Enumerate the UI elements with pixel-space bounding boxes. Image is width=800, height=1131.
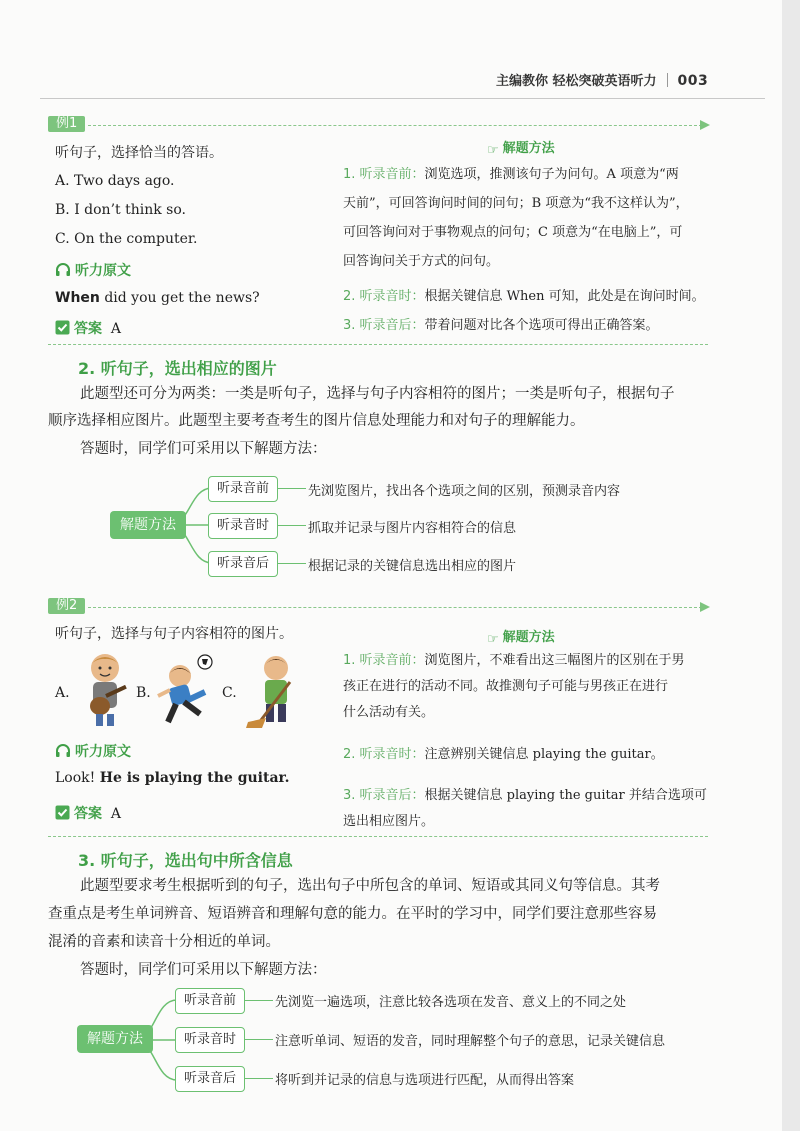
example1-script-heading [55,260,131,281]
example2-step2 [343,745,664,765]
example2-step1-line3: 什么活动有关。 [343,705,435,720]
section3-node-before-line [245,1000,273,1001]
example1-step2-label: 2. 听录音时： [343,289,425,304]
example2-answer-label: 答案 [74,806,102,822]
section2-node-before-desc: 先浏览图片，找出各个选项之间的区别，预测录音内容 [308,484,621,499]
example2-arrow-icon [700,602,710,612]
example2-option-c: C. [222,685,237,701]
section2-mindmap-center: 解题方法 [110,511,186,539]
example1-step1-line1: 浏览选项，推测该句子为问句。A 项意为“两 [424,167,679,182]
example2-top-divider [88,607,702,608]
example1-script-bold: When [55,290,100,306]
example1-option-b: B. I don’t think so. [55,202,186,218]
example1-step2-line1: 根据关键信息 When 可知，此处是在询问时间。 [424,289,705,304]
example2-answer [55,803,121,824]
example1-option-c: C. On the computer. [55,231,198,247]
example1-step3-label: 3. 听录音后： [343,318,425,333]
section3-node-during: 听录音时 [175,1027,245,1053]
section3-intro: 答题时，同学们可采用以下解题方法： [80,962,327,978]
example1-step2 [343,287,705,307]
page-header [496,70,711,89]
section2-node-during-desc: 抓取并记录与图片内容相符合的信息 [308,521,517,536]
section2-para-line2: 顺序选择相应图片。此题型主要考查考生的图片信息处理能力和对句子的理解能力。 [48,413,585,429]
section2-node-during-line [278,525,306,526]
example2-script [55,768,290,788]
example2-tag: 例2 [48,598,85,614]
section2-node-before-line [278,488,306,489]
boy-playing-football-image [150,652,220,730]
section2-intro: 答题时，同学们可采用以下解题方法： [80,441,327,457]
example1-script-rest: did you get the news? [99,290,260,306]
example1-step1-line2: 天前”，可回答询问时间的问句；B 项意为“我不这样认为”， [343,196,689,211]
section2-node-before: 听录音前 [208,476,278,502]
page-number: 003 [677,73,709,89]
example2-option-a: A. [55,685,70,701]
example2-step3-line1: 根据关键信息 playing the guitar 并结合选项可 [424,788,707,803]
example1-step1 [343,165,689,272]
section2-para-line1: 此题型还可分为两类：一类是听句子，选择与句子内容相符的图片；一类是听句子，根据句子 [80,386,675,402]
section2-node-after-line [278,563,306,564]
example1-step3-line1: 带着问题对比各个选项可得出正确答案。 [424,318,659,333]
pointing-hand-icon: ☞ [487,143,499,158]
headphones-icon [55,263,71,281]
section3-title: 3. 听句子，选出句中所含信息 [78,851,293,870]
example2-step1 [343,651,685,723]
example1-answer-value: A [110,321,121,337]
example2-step2-line1: 注意辨别关键信息 playing the guitar。 [424,747,664,762]
example1-bottom-divider [48,344,708,345]
section3-node-before-desc: 先浏览一遍选项，注意比较各选项在发音、意义上的不同之处 [275,995,627,1010]
example2-method-heading-text: 解题方法 [502,630,555,645]
section3-node-during-desc: 注意听单词、短语的发音，同时理解整个句子的意思，记录关键信息 [275,1034,666,1049]
section3-node-during-line [245,1039,273,1040]
headphones-icon [55,744,71,762]
example1-method-heading [487,137,555,158]
example2-step1-label: 1. 听录音前： [343,653,425,668]
example2-answer-value: A [110,806,121,822]
example2-method-heading [487,626,555,647]
example2-script-plain: Look! [55,770,100,786]
example1-method-heading-text: 解题方法 [502,141,555,156]
section2-title: 2. 听句子，选出相应的图片 [78,359,277,378]
section3-node-before: 听录音前 [175,988,245,1014]
section3-node-after-desc: 将听到并记录的信息与选项进行匹配，从而得出答案 [275,1073,575,1088]
example1-step3 [343,316,659,336]
example1-answer [55,318,121,339]
header-separator [667,73,668,87]
example1-step1-line3: 可回答询问对于事物观点的问句；C 项意为“在电脑上”，可 [343,225,683,240]
example1-step1-line4: 回答询问关于方式的问句。 [343,254,500,269]
boy-playing-guitar-image [76,650,134,730]
example1-answer-label: 答案 [74,321,102,337]
example2-step3-line2: 选出相应图片。 [343,814,435,829]
section3-mindmap-center: 解题方法 [77,1025,153,1053]
example2-step3 [343,786,707,832]
section2-node-after: 听录音后 [208,551,278,577]
example2-script-bold: He is playing the guitar. [99,770,290,786]
section3-node-after: 听录音后 [175,1066,245,1092]
section3-para-line2: 查重点是考生单词辨音、短语辨音和理解句意的能力。在平时的学习中，同学们要注意那些容易 [48,906,657,922]
example2-step1-line2: 孩正在进行的活动不同。故推测句子可能与男孩正在进行 [343,679,669,694]
header-title: 主编教你 轻松突破英语听力 [496,74,657,89]
example1-script [55,288,260,308]
page-edge-shadow [782,0,800,1131]
example2-step1-line1: 浏览图片，不难看出这三幅图片的区别在于男 [424,653,685,668]
example1-option-a: A. Two days ago. [55,173,175,189]
boy-sweeping-image [240,652,310,730]
section2-node-after-desc: 根据记录的关键信息选出相应的图片 [308,559,517,574]
example1-script-heading-text: 听力原文 [75,263,131,279]
example2-step3-label: 3. 听录音后： [343,788,425,803]
example1-tag: 例1 [48,116,85,132]
section2-node-during: 听录音时 [208,513,278,539]
section3-para-line3: 混淆的音素和读音十分相近的单词。 [48,934,280,950]
section3-node-after-line [245,1078,273,1079]
section3-para-line1: 此题型要求考生根据听到的句子，选出句子中所包含的单词、短语或其同义句等信息。其考 [80,878,660,894]
example2-script-heading-text: 听力原文 [75,744,131,760]
example1-question: 听句子，选择恰当的答语。 [55,145,223,161]
checkbox-icon [55,805,70,824]
example2-question: 听句子，选择与句子内容相符的图片。 [55,626,293,642]
checkbox-icon [55,320,70,339]
example2-option-b: B. [136,685,151,701]
example1-step1-label: 1. 听录音前： [343,167,425,182]
example1-top-divider [88,125,702,126]
example2-step2-label: 2. 听录音时： [343,747,425,762]
example2-bottom-divider [48,836,708,837]
header-rule [40,98,765,99]
example1-arrow-icon [700,120,710,130]
pointing-hand-icon: ☞ [487,632,499,647]
example2-script-heading [55,741,131,762]
